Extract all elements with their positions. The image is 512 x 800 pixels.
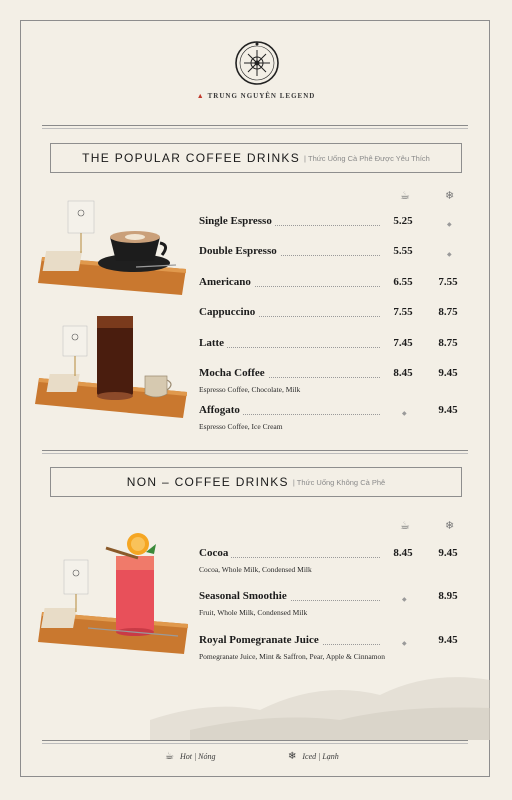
divider [42,743,468,744]
diamond-icon: ◆ [402,410,407,417]
item-description: Espresso Coffee, Chocolate, Milk [199,385,301,394]
section-subtitle: | Thức Uống Cà Phê Được Yêu Thích [304,153,430,163]
hot-cup-icon: ☕ [165,751,174,762]
diamond-icon: ◆ [402,596,407,603]
pomegranate-juice-photo [38,532,192,660]
coffee-section-header [50,143,462,173]
legend-hot: ☕ Hot | Nóng [165,751,216,762]
section-title: THE POPULAR COFFEE DRINKS [82,151,301,165]
price-iced: 9.45 [438,367,458,379]
compass-emblem-icon [234,40,280,86]
price-iced: 8.75 [438,337,458,349]
flag-icon: ▲ [196,92,205,100]
price-iced: 8.75 [438,306,458,318]
hot-cup-icon: ☕ [400,189,410,202]
snowflake-icon: ❄ [445,189,455,202]
divider [42,740,468,741]
snowflake-icon: ❄ [445,519,455,532]
iced-americano-photo [35,310,191,422]
menu-item-americano: Americano 6.55 7.55 [199,276,465,290]
divider [42,125,468,126]
menu-item-mocha-coffee: Mocha Coffee 8.45 9.45 [199,367,465,381]
item-description: Pomegranate Juice, Mint & Saffron, Pear, Apple & Cinnamon [199,652,385,661]
divider [42,128,468,129]
menu-item-seasonal-smoothie: Seasonal Smoothie ◆ 8.95 [199,590,465,604]
menu-item-double-espresso: Double Espresso 5.55 ◆ [199,245,452,258]
menu-item-affogato: Affogato ◆ 9.45 [199,404,465,418]
price-hot: 6.55 [393,276,413,288]
price-hot: 8.45 [393,367,413,379]
menu-item-latte: Latte 7.45 8.75 [199,337,465,351]
diamond-icon: ◆ [447,221,452,228]
menu-item-royal-pomegranate-juice: Royal Pomegranate Juice ◆ 9.45 [199,634,465,648]
noncoffee-section-header [50,467,462,497]
snowflake-icon: ❄ [288,751,297,762]
price-hot: 5.55 [393,245,413,257]
price-hot: 7.55 [393,306,413,318]
menu-item-cappuccino: Cappuccino 7.55 8.75 [199,306,465,320]
item-description: Espresso Coffee, Ice Cream [199,422,283,431]
mountain-wash-decoration [150,650,490,740]
price-hot: 5.25 [393,215,413,227]
brand-label: TRUNG NGUYÊN LEGEND [207,92,316,100]
price-iced: 9.45 [438,634,458,646]
section-subtitle: | Thức Uống Không Cà Phê [292,477,386,487]
diamond-icon: ◆ [447,251,452,258]
divider [42,450,468,451]
item-description: Fruit, Whole Milk, Condensed Milk [199,608,308,617]
brand-name [0,92,512,100]
legend-iced: ❄ Iced | Lạnh [288,751,339,762]
price-iced: 8.95 [438,590,458,602]
menu-item-cocoa: Cocoa 8.45 9.45 [199,547,465,561]
price-iced: 9.45 [438,404,458,416]
menu-item-single-espresso: Single Espresso 5.25 ◆ [199,215,452,228]
price-iced: 7.55 [438,276,458,288]
espresso-photo [36,195,190,300]
diamond-icon: ◆ [402,640,407,647]
price-hot: 8.45 [393,547,413,559]
item-description: Cocoa, Whole Milk, Condensed Milk [199,565,312,574]
hot-cup-icon: ☕ [400,519,410,532]
price-hot: 7.45 [393,337,413,349]
divider [42,453,468,454]
price-iced: 9.45 [438,547,458,559]
section-title: NON – COFFEE DRINKS [126,475,289,489]
